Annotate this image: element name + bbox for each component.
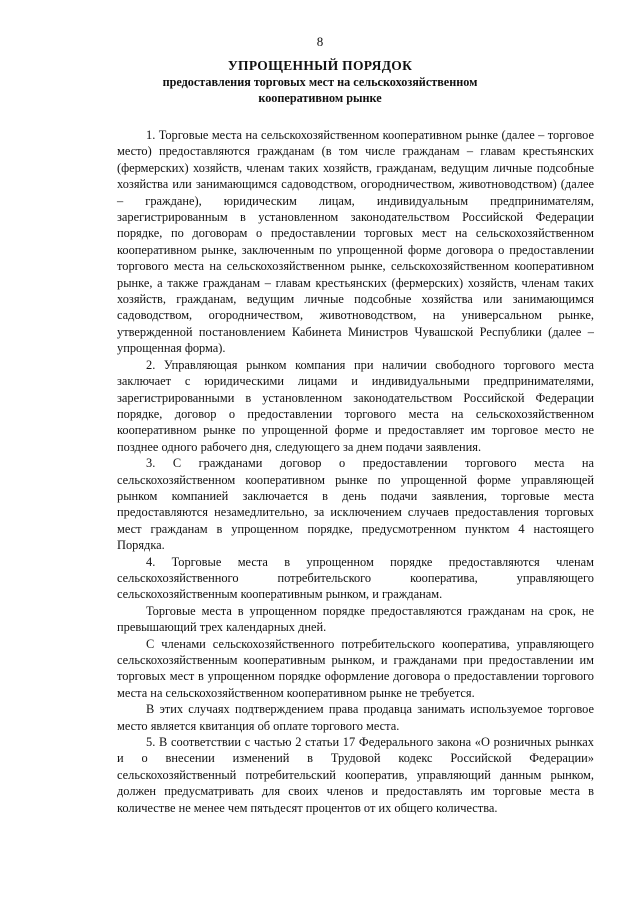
document-subtitle-line-1: предоставления торговых мест на сельскохозяйственном [162,75,478,89]
document-body [117,127,594,816]
paragraph-5: 5. В соответствии с частью 2 статьи 17 Федерального закона «О розничных рынках и о внесении изменений в Трудовой кодекс Российской Федерации» сельскохозяйственный потребительский кооператив, управляющий данным рынком, должен предусматривать для своих членов и предоставлять им торговые места в количестве не менее чем пятьдесят процентов от их общего количества. [117,735,594,815]
paragraph-4-receipt: В этих случаях подтверждением права продавца занимать используемое торговое место является квитанция об оплате торгового места. [117,702,594,733]
paragraph-4: 4. Торговые места в упрощенном порядке предоставляются членам сельскохозяйственного потребительского кооператива, управляющего сельскохозяйственным кооперативным рынком, и гражданам. [117,554,594,602]
document-subtitle-line-2: кооперативном рынке [258,91,382,105]
paragraph-2: 2. Управляющая рынком компания при наличии свободного торгового места заключает с юридическими лицами и индивидуальными предпринимателями, зарегистрированными в установленном законодательством Российской Федерации порядке, договор о предоставлении торгового места на сельскохозяйственном кооперативном рынке по упрощенной форме и предоставляет им торговое место не позднее одного рабочего дня, следующего за днем подачи заявления. [117,357,594,454]
page-number: 8 [316,34,324,49]
paragraph-1: 1. Торговые места на сельскохозяйственном кооперативном рынке (далее – торговое место) предоставляются гражданам (в том числе гражданам – главам крестьянских (фермерских) хозяйств, членам таких хозяйств, гражданам, ведущим личные подсобные хозяйства или занимающимся садоводством, огородничеством, животноводством) (далее – граждане), юридическим лицам, индивидуальным предпринимателям, зарегистрированным в установленном законодательством Российской Федерации порядке, по договорам о предоставлении торговых мест на сельскохозяйственном кооперативном рынке, заключенным по упрощенной форме договора о предоставлении торгового места на сельскохозяйственном рынке, сельскохозяйственном кооперативном рынке, а также гражданам – главам крестьянских (фермерских) хозяйств, членам таких хозяйств, гражданам, ведущим личные подсобные хозяйства или занимающимся садоводством, огородничеством, животноводством, на универсальном рынке, утвержденной постановлением Кабинета Министров Чувашской Республики (далее – упрощенная форма). [117,128,594,356]
document-title: УПРОЩЕННЫЙ ПОРЯДОК [227,58,413,73]
paragraph-3: 3. С гражданами договор о предоставлении торгового места на сельскохозяйственном кооперативном рынке по упрощенной форме управляющей рынком компанией заключается в день подачи заявления, торговые места предоставляются незамедлительно, за исключением случаев предоставления торговых мест гражданам в упрощенном порядке, предусмотренном пунктом 4 настоящего Порядка. [117,456,594,553]
paragraph-4-term: Торговые места в упрощенном порядке предоставляются гражданам на срок, не превышающий трех календарных дней. [117,603,594,635]
document-title-block [110,58,530,106]
paragraph-4-members: С членами сельскохозяйственного потребительского кооператива, управляющего сельскохозяйственным кооперативным рынком, и гражданами при предоставлении им торговых мест в упрощенном порядке оформление договора о предоставлении торгового места на сельскохозяйственном кооперативном рынке не требуется. [117,636,594,700]
